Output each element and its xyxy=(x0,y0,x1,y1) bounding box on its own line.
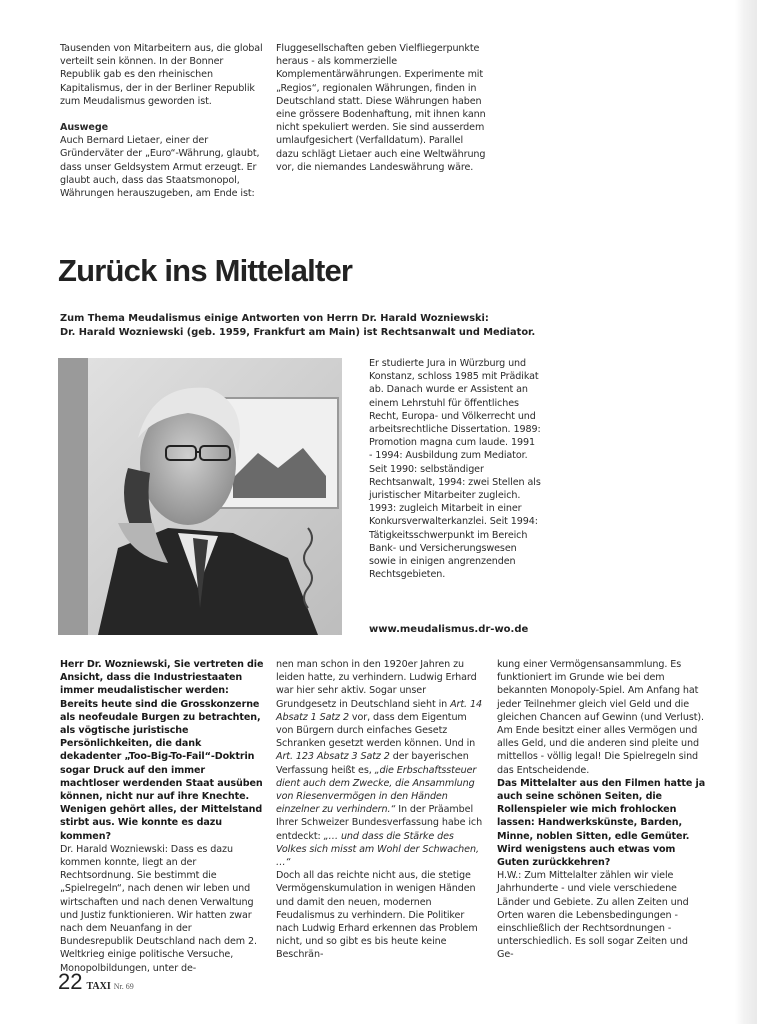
top-right-column xyxy=(276,42,486,174)
answer-1-start: Dr. Harald Wozniewski: Dass es dazu kommen konnte, liegt an der Rechtsordnung. Sie bestimmt die „Spielregeln“, nach denen wir leben und wirtschaften und nach denen Verwaltung und Justiz funktionieren. Wir hatten zwar nach dem Neuanfang in der Bundesrepublik Deutschland nach dem 2. Weltkrieg einige politische Versuche, Monopolbildungen, unter de- xyxy=(60,843,257,974)
body-column-2 xyxy=(276,658,486,962)
answer-1-end: kung einer Vermögensansammlung. Es funktioniert im Grunde wie bei dem bekannten Monopoly-Spiel. Am Anfang hat jeder Teilnehmer gleich viel Geld und die gleichen Chancen auf Gewinn (und Verlust). Am Ende besitzt einer alles Vermögen und alles Geld, und die anderen sind pleite und mittellos - völlig legal! Die Spielregeln sind das Entscheidende. xyxy=(497,659,705,776)
answer-1-middle-part-4: In der Präambel Ihrer Schweizer Bundesverfassung habe ich entdeckt: xyxy=(276,804,483,842)
article-title: Zurück ins Mittelalter xyxy=(58,253,353,288)
portrait-photo xyxy=(58,358,342,635)
article-lead xyxy=(60,312,570,340)
lead-line-2: Dr. Harald Wozniewski (geb. 1959, Frankfurt am Main) ist Rechtsanwalt und Mediator. xyxy=(60,327,536,338)
author-bio xyxy=(369,357,541,581)
question-1: Herr Dr. Wozniewski, Sie vertreten die Ansicht, dass die Industriestaaten immer meudalistischer werden: Bereits heute sind die Grosskonzerne als neofeudale Burgen zu betrachten, als vögtische juristische Persönlichkeiten, die dank dekadenter „Too-Big-To-Fail“-Doktrin sogar Druck auf den immer machtloser werdenden Staat ausüben können, nicht nur auf ihre Knechte. Wenigen gehört alles, der Mittelstand stirbt aus. Wie konnte es dazu kommen? xyxy=(60,659,264,842)
body-column-3 xyxy=(497,658,707,962)
top-right-paragraph: Fluggesellschaften geben Vielfliegerpunkte heraus - als kommerzielle Komplementärwährungen. Experimente mit „Regios“, regionalen Währungen, finden in Deutschland statt. Diese Währungen haben eine grössere Bodenhaftung, mit ihnen kann nicht spekuliert werden. Sie sind ausserdem umlaufgesichert (Verfalldatum). Parallel dazu schlägt Lietaer auch eine Weltwährung vor, die niemandes Landeswährung wäre. xyxy=(276,43,486,173)
law-reference-1: Art. 14 Absatz 1 Satz 2 xyxy=(276,698,482,723)
answer-1-middle-part-5: Doch all das reichte nicht aus, die stetige Vermögenskumulation in wenigen Händen und damit den neuen, modernen Feudalismus zu verhindern. Die Politiker nach Ludwig Erhard erkennen das Problem nicht, und so gibt es bis heute keine Beschrän- xyxy=(276,870,478,961)
top-left-column xyxy=(60,42,265,200)
answer-1-middle xyxy=(276,658,486,869)
top-left-paragraph-2: Auch Bernard Lietaer, einer der Gründerväter der „Euro“-Währung, glaubt, dass unser Geldsystem Armut erzeugt. Er glaubt auch, dass das Staatsmonopol, Währungen herauszugeben, am Ende ist: xyxy=(60,135,260,200)
page-footer xyxy=(58,969,134,995)
top-left-paragraph: Tausenden von Mitarbeitern aus, die global verteilt sein können. In der Bonner Republik gab es den rheinischen Kapitalismus, der in der Berliner Republik zum Meudalismus geworden ist. xyxy=(60,43,263,107)
magazine-name: TAXI xyxy=(86,981,111,992)
page-number: 22 xyxy=(58,969,83,994)
bio-text: Er studierte Jura in Würzburg und Konstanz, schloss 1985 mit Prädikat ab. Danach wurde er Assistent an einem Lehrstuhl für öffentliches Recht, Europa- und Völkerrecht und arbeitsrechtliche Dissertation. 1989: Promotion magna cum laude. 1991 - 1994: Ausbildung zum Mediator. Seit 1990: selbständiger Rechtsanwalt, 1994: zwei Stellen als juristischer Mitarbeiter zugleich. 1993: zugleich Mitarbeit in einer Konkursverwalterkanzlei. Seit 1994: Tätigkeitsschwerpunkt im Bereich Bank- und Versicherungswesen sowie in einigen angrenzenden Rechtsgebieten. xyxy=(369,358,541,581)
section-heading-auswege: Auswege xyxy=(60,122,109,134)
issue-number: Nr. 69 xyxy=(113,982,134,991)
page-edge-shadow xyxy=(735,0,757,1024)
constitution-quote-1: „die Erbschaftssteuer dient auch dem Zwecke, die Ansammlung von Riesenvermögen in den Händen einzelner zu verhindern.“ xyxy=(276,764,477,816)
answer-1-middle-part-3: der bayerischen Verfassung heißt es, xyxy=(276,751,469,776)
answer-1-middle-part-1: nen man schon in den 1920er Jahren zu leiden hatte, zu verhindern. Ludwig Erhard war hier sehr aktiv. Sogar unser Grundgesetz in Deutschland sieht in xyxy=(276,659,477,710)
body-column-1 xyxy=(60,658,265,975)
portrait-illustration xyxy=(58,358,342,635)
answer-1-middle-part-2: vor, dass dem Eigentum von Bürgern durch einfaches Gesetz Schranken gesetzt werden können. Und in xyxy=(276,711,476,750)
question-2: Das Mittelalter aus den Filmen hatte ja auch seine schönen Seiten, die Rollenspieler wie mich frohlocken lassen: Handwerkskünste, Barden, Minne, noblen Sitten, edle Gemüter. Wird wenigstens auch etwas vom Guten zurückkehren? xyxy=(497,777,706,869)
answer-2: H.W.: Zum Mittelalter zählen wir viele Jahrhunderte - und viele verschiedene Länder und Gebiete. Zu allen Zeiten und Orten waren die Lebensbedingungen - einschließlich der Rechtsordnungen - unterschiedlich. Es soll sogar Zeiten und Ge- xyxy=(497,870,689,961)
website-link[interactable]: www.meudalismus.dr-wo.de xyxy=(369,624,529,635)
law-reference-2: Art. 123 Absatz 3 Satz 2 xyxy=(276,751,390,763)
lead-line-1: Zum Thema Meudalismus einige Antworten von Herrn Dr. Harald Wozniewski: xyxy=(60,313,489,324)
constitution-quote-2: „… und dass die Stärke des Volkes sich misst am Wohl der Schwachen, …“ xyxy=(276,830,479,869)
